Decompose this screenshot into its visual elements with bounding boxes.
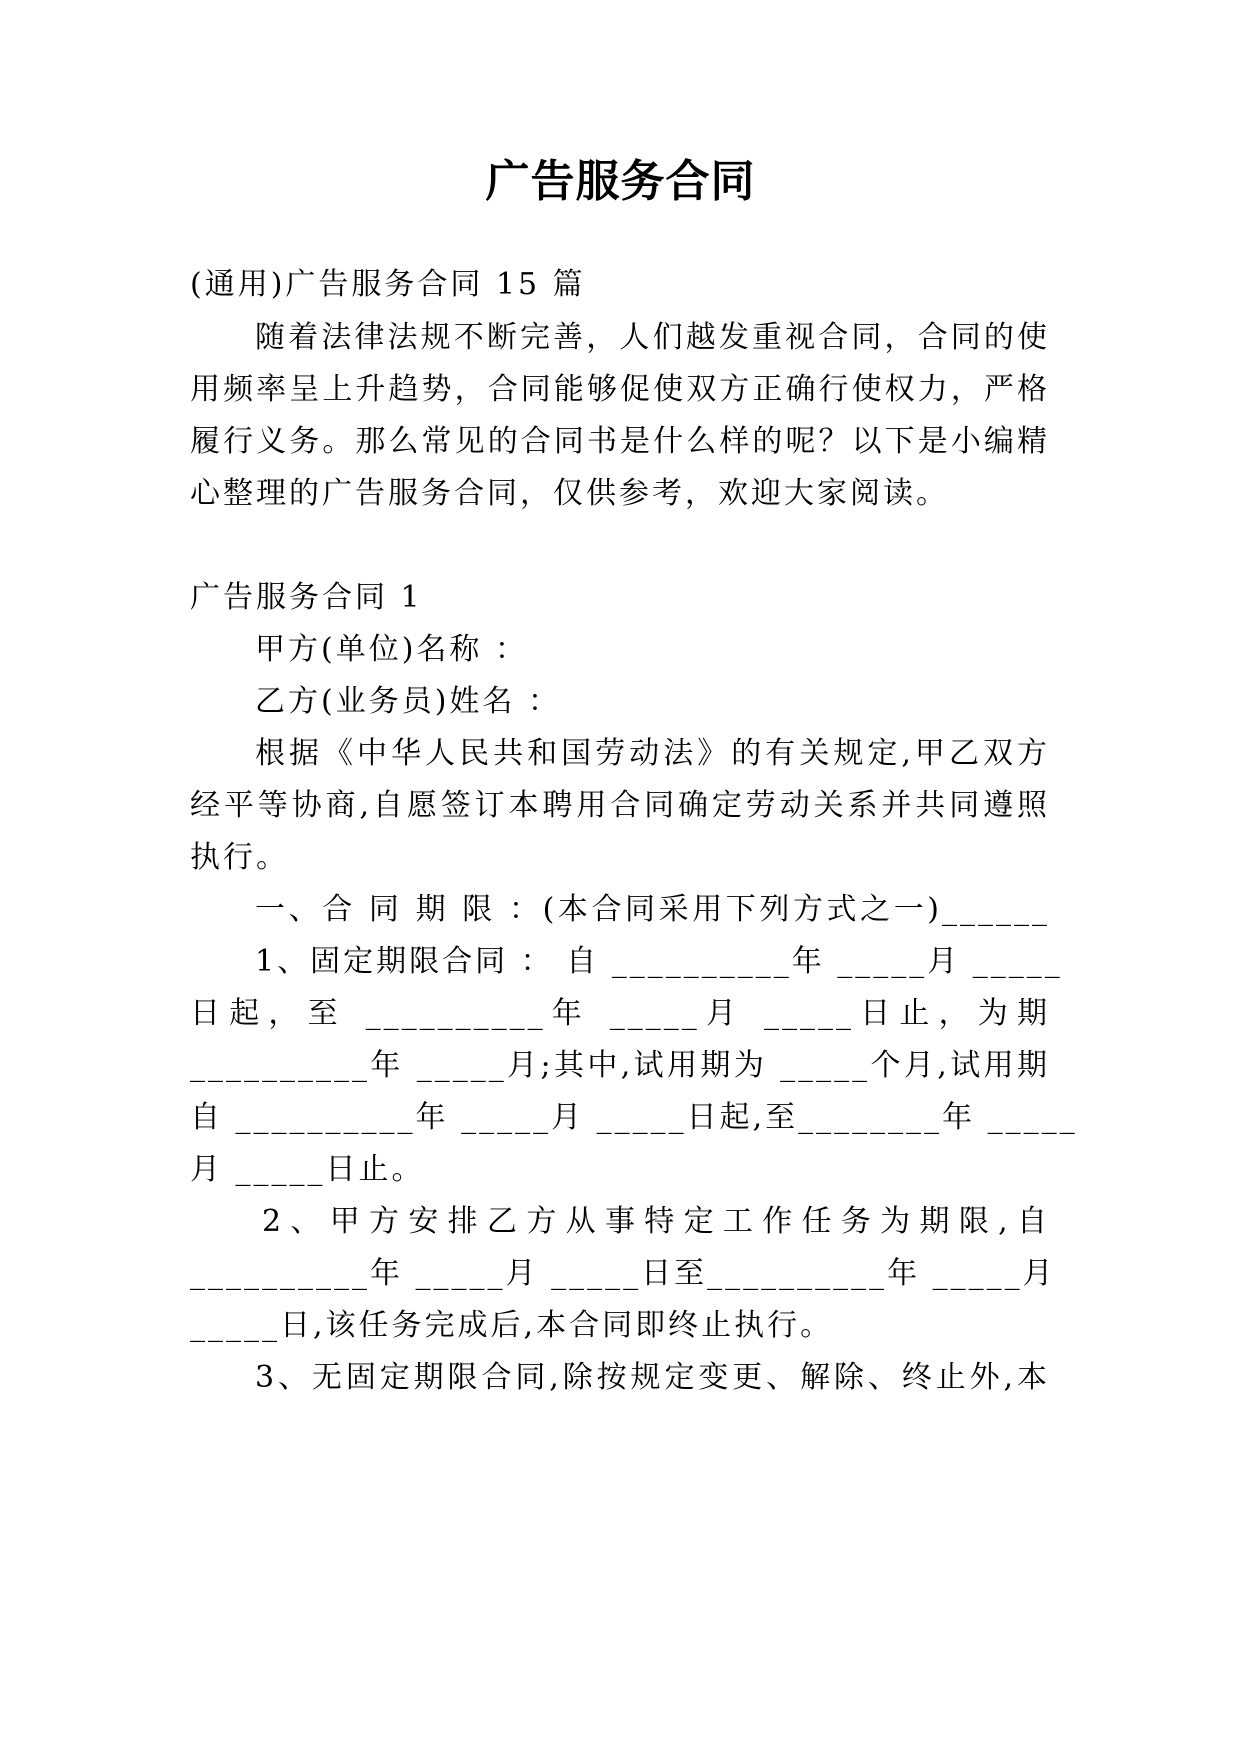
open-term-line-1: 3、无固定期限合同,除按规定变更、解除、终止外,本 [255,1360,1050,1395]
intro-line-3: 履行义务。那么常见的合同书是什么样的呢？以下是小编精 [190,424,1050,459]
task-term-line-1: 2、甲方安排乙方从事特定工作任务为期限,自 [262,1204,1050,1239]
party-a-name: 甲方(单位)名称 ： [255,632,528,667]
basis-line-3: 执行。 [190,840,289,875]
term-heading: 一、合 同 期 限 ：(本合同采用下列方式之一)______ [255,892,1050,927]
intro-line-2: 用频率呈上升趋势，合同能够促使双方正确行使权力，严格 [190,372,1050,407]
task-term-line-3: _____日,该任务完成后,本合同即终止执行。 [190,1308,834,1343]
fixed-term-line-1: 1、固定期限合同 ： 自 __________年 _____月 _____ [255,944,1063,979]
fixed-term-line-5: 月 _____日止。 [190,1152,425,1187]
intro-line-4: 心整理的广告服务合同，仅供参考，欢迎大家阅读。 [190,476,949,511]
fixed-term-line-4: 自 __________年 _____月 _____日起,至________年 _____ [190,1100,1078,1135]
intro-line-1: 随着法律法规不断完善，人们越发重视合同，合同的使 [255,320,1050,355]
basis-line-2: 经平等协商,自愿签订本聘用合同确定劳动关系并共同遵照 [190,788,1050,823]
fixed-term-line-2: 日起，至 __________年 _____月 _____日止，为期 [190,996,1050,1031]
basis-line-1: 根据《中华人民共和国劳动法》的有关规定,甲乙双方 [255,736,1050,771]
section-heading: 广告服务合同 1 [190,580,423,615]
document-title: 广告服务合同 [485,156,756,207]
subtitle-line: (通用)广告服务合同 15 篇 [190,267,586,302]
party-b-name: 乙方(业务员)姓名 ： [255,684,561,719]
fixed-term-line-3: __________年 _____月;其中,试用期为 _____个月,试用期 [190,1048,1050,1083]
task-term-line-2: __________年 _____月 _____日至__________年 _____月 [190,1256,1056,1291]
